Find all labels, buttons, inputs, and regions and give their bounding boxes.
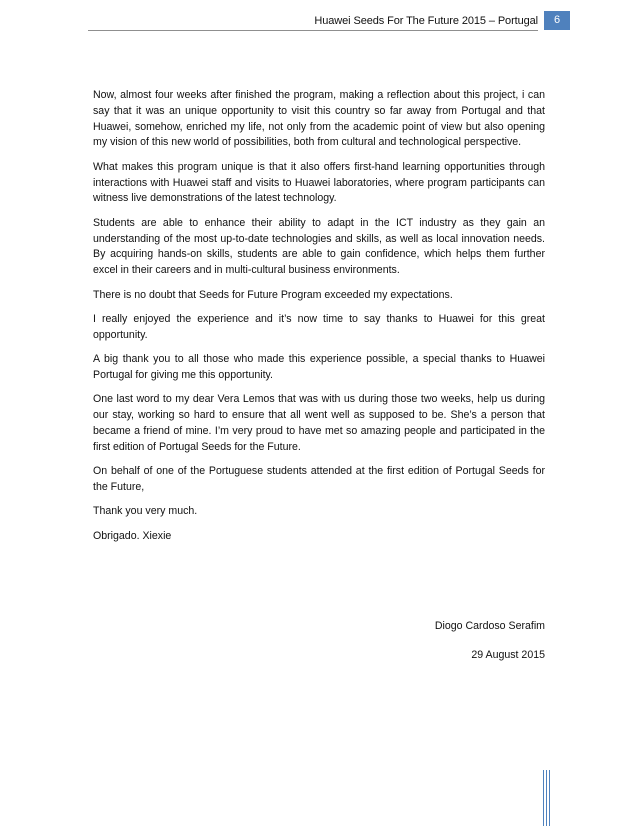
paragraph-farewell: Obrigado. Xiexie xyxy=(93,529,172,542)
page-number-badge: 6 xyxy=(544,11,570,30)
paragraph-last-word: One last word to my dear Vera Lemos that was with us during those two weeks, help us during our stay, working so hard to ensure that all went well as supposed to be. She’s a person that became a friend of mine. I’m very proud to have met so amazing people and participated in the first edition of Portugal Seeds for the Future. xyxy=(93,393,545,453)
header-divider xyxy=(88,30,538,31)
paragraph-on-behalf: On behalf of one of the Portuguese students attended at the first edition of Portugal Seeds for the Future, xyxy=(93,465,545,493)
margin-decoration-lines xyxy=(543,770,551,826)
paragraph-reflection: Now, almost four weeks after finished the program, making a reflection about this project, i can say that it was an unique opportunity to visit this country so far away from Portugal and that Huawei, somehow, enriched my life, not only from the academic point of view but also opening my vision of this new world of possibilities, both from cultural and technological perspective. xyxy=(93,89,545,149)
paragraph-program-unique: What makes this program unique is that it also offers first-hand learning opportunities through interactions with Huawei staff and visits to Huawei laboratories, where program participants can witness live demonstrations of the latest technology. xyxy=(93,160,545,205)
paragraph-students-skills: Students are able to enhance their ability to adapt in the ICT industry as they gain an understanding of the most up-to-date technologies and skills, as well as local innovation needs. By acquiring hands-on skills, students are able to gain confidence, which helps them further excel in their careers and in multi-cultural business environments. xyxy=(93,216,545,277)
letter-body xyxy=(93,88,545,553)
margin-line xyxy=(543,770,544,826)
margin-line xyxy=(549,770,550,826)
paragraph-thanks: Thank you very much. xyxy=(93,505,198,518)
paragraph-thank-you: A big thank you to all those who made this experience possible, a special thanks to Huawei Portugal for giving me this opportunity. xyxy=(93,353,545,381)
signature-name: Diogo Cardoso Serafim xyxy=(434,620,545,632)
paragraph-expectations: There is no doubt that Seeds for Future Program exceeded my expectations. xyxy=(93,288,453,301)
page-header xyxy=(0,0,638,36)
signature-date: 29 August 2015 xyxy=(471,649,545,661)
header-title: Huawei Seeds For The Future 2015 – Portugal xyxy=(314,15,538,27)
margin-line xyxy=(546,770,547,826)
paragraph-enjoyed: I really enjoyed the experience and it’s now time to say thanks to Huawei for this great opportunity. xyxy=(93,312,545,341)
